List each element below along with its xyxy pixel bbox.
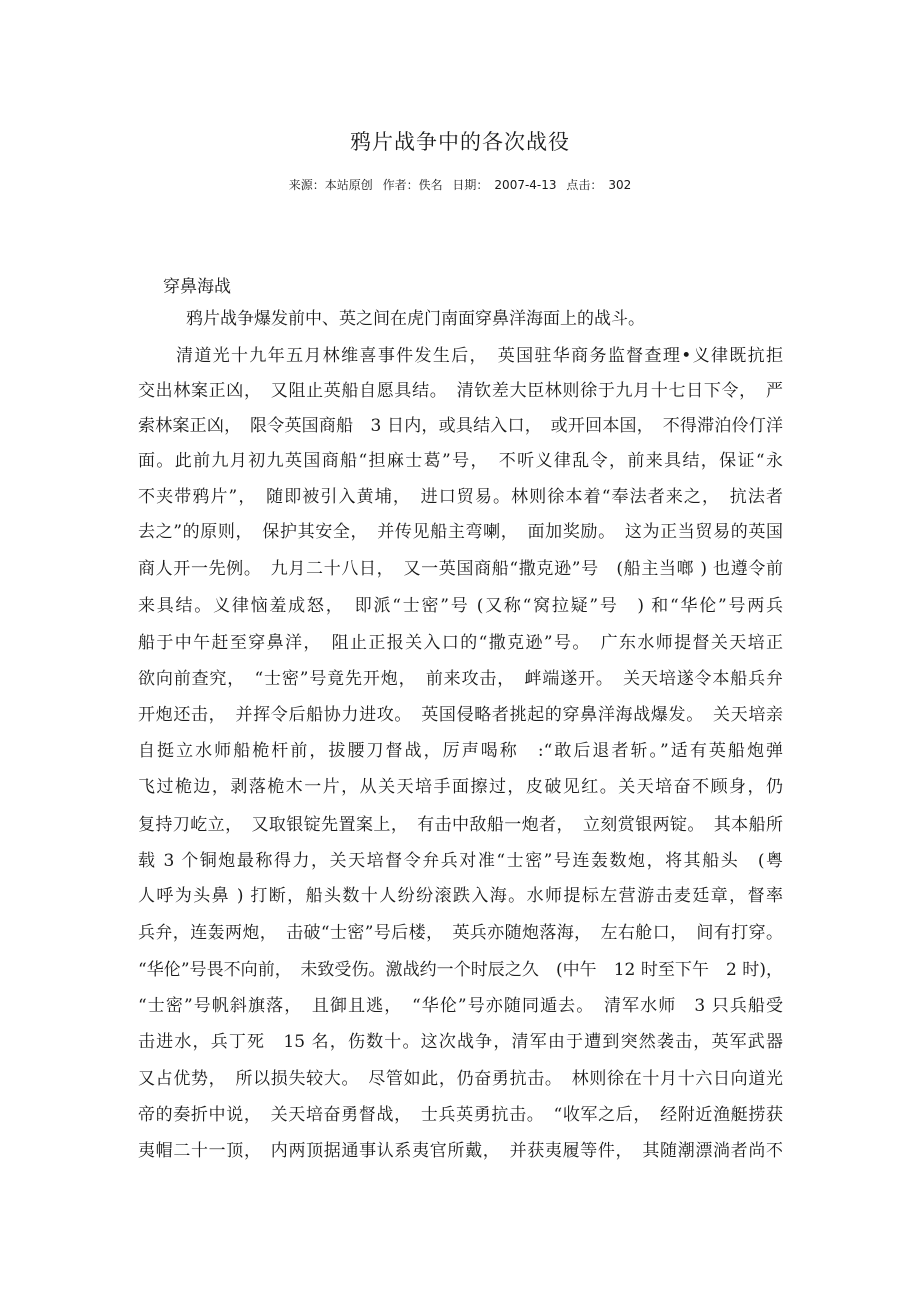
body-line: 击进水，兵丁死 15 名，伤数十。这次战争，清军由于遭到突然袭击，英军武器	[138, 1032, 783, 1052]
body-line: 人呼为头鼻 ) 打断，船头数十人纷纷滚跌入海。水师提标左营游击麦廷章，督率	[138, 886, 783, 906]
body-line: 兵弁，连轰两炮， 击破“士密”号后楼， 英兵亦随炮落海， 左右舱口， 间有打穿。	[138, 923, 783, 943]
body-line: 索林案正凶， 限令英国商船 3 日内，或具结入口， 或开回本国， 不得滞泊伶仃洋	[138, 416, 783, 436]
body-line: 去之”的原则， 保护其安全， 并传见船主弯喇， 面加奖励。 这为正当贸易的英国	[138, 522, 783, 542]
meta-date-label: 日期：	[452, 178, 489, 192]
body-line: 交出林案正凶， 又阻止英船自愿具结。 清钦差大臣林则徐于九月十七日下令， 严	[138, 381, 783, 401]
article-title: 鸦片战争中的各次战役	[350, 130, 570, 154]
body-line: 飞过桅边，剥落桅木一片，从关天培手面擦过，皮破见红。关天培奋不顾身，仍	[138, 777, 783, 797]
body-line: 来具结。义律恼羞成怒， 即派“士密”号 (又称“窝拉疑”号 ) 和“华伦”号两兵	[138, 596, 783, 616]
body-line: 船于中午赶至穿鼻洋， 阻止正报关入口的“撒克逊”号。 广东水师提督关天培正	[138, 633, 783, 653]
intro-paragraph: 鸦片战争爆发前中、英之间在虎门南面穿鼻洋海面上的战斗。	[186, 309, 645, 329]
body-line: 夷帽二十一顶， 内两顶据通事认系夷官所戴， 并获夷履等件， 其随潮漂淌者尚不	[138, 1141, 783, 1161]
meta-clicks-label: 点击：	[566, 178, 603, 192]
meta-date: 2007-4-13	[494, 178, 557, 192]
body-line: 载 3 个铜炮最称得力，关天培督令弁兵对准“士密”号连轰数炮，将其船头 (粤	[138, 851, 783, 871]
body-line: 复持刀屹立， 又取银锭先置案上， 有击中敌船一炮者， 立刻赏银两锭。 其本船所	[138, 815, 783, 835]
body-line: 商人开一先例。 九月二十八日， 又一英国商船“撒克逊”号 (船主当啷 ) 也遵令前	[138, 559, 783, 579]
body-line: 面。此前九月初九英国商船“担麻士葛”号， 不听义律乱令，前来具结，保证“永	[138, 451, 783, 471]
meta-source: 来源：本站原创	[288, 178, 373, 192]
body-line: “华伦”号畏不向前， 未致受伤。激战约一个时辰之久 (中午 12 时至下午 2 时)，	[138, 960, 783, 980]
body-line: 清道光十九年五月林维喜事件发生后， 英国驻华商务监督查理•义律既抗拒	[176, 346, 783, 366]
body-line: 欲向前查究， “士密”号竟先开炮， 前来攻击， 衅端遂开。 关天培遂令本船兵弁	[138, 669, 783, 689]
body-line: 不夹带鸦片”， 随即被引入黄埔， 进口贸易。林则徐本着“奉法者来之， 抗法者	[138, 487, 783, 507]
body-line: “士密”号帆斜旗落， 且御且逃， “华伦”号亦随同遁去。 清军水师 3 只兵船受	[138, 996, 783, 1016]
article-meta	[0, 176, 920, 193]
meta-author: 作者：佚名	[382, 178, 443, 192]
body-line: 自挺立水师船桅杆前，拔腰刀督战，厉声喝称 :“敢后退者斩。”适有英船炮弹	[138, 741, 783, 761]
section-heading: 穿鼻海战	[163, 277, 231, 297]
body-line: 又占优势， 所以损失较大。 尽管如此，仍奋勇抗击。 林则徐在十月十六日向道光	[138, 1069, 783, 1089]
meta-clicks: 302	[608, 178, 632, 192]
body-line: 开炮还击， 并挥令后船协力进攻。 英国侵略者挑起的穿鼻洋海战爆发。 关天培亲	[138, 705, 783, 725]
body-line: 帝的奏折中说， 关天培奋勇督战， 士兵英勇抗击。 “收军之后， 经附近渔艇捞获	[138, 1105, 783, 1125]
